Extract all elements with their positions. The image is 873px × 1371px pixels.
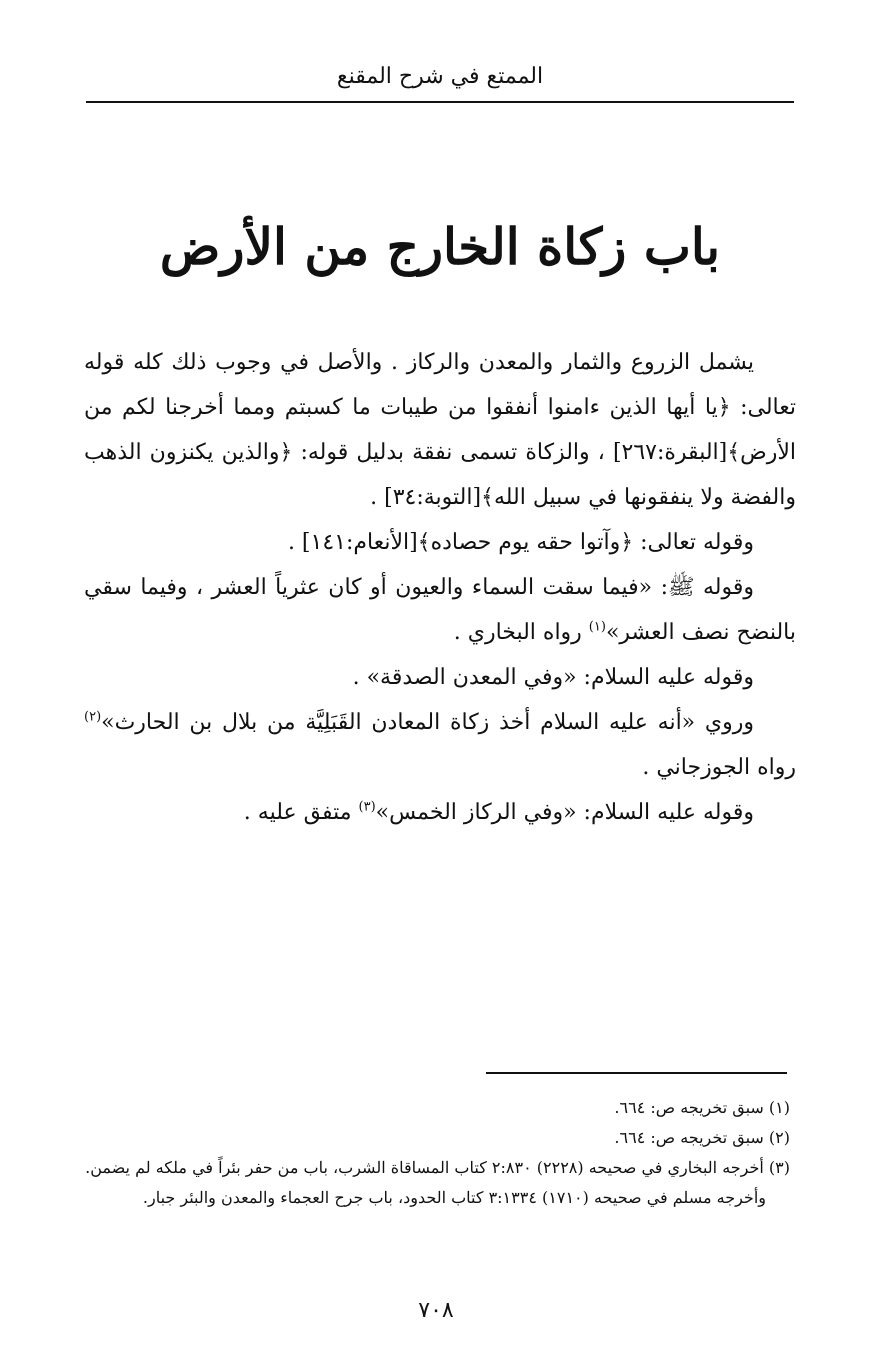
paragraph-hadith-rikaz	[84, 790, 796, 835]
hadith-source: رواه البخاري .	[453, 620, 589, 645]
hadith-text: وقوله ﷺ: «فيما سقت السماء والعيون أو كان عثرياً العشر ، وفيما سقي بالنضح نصف العشر»	[84, 575, 796, 645]
footnote-3-continued: وأخرجه مسلم في صحيحه (١٧١٠) ٣:١٣٣٤ كتاب الحدود، باب جرح العجماء والمعدن والبئر جبار.	[142, 1188, 766, 1207]
paragraph-quran-verse: وقوله تعالى: ﴿وآتوا حقه يوم حصاده﴾[الأنعام:١٤١] .	[287, 530, 754, 555]
header-rule	[86, 101, 794, 103]
footnote-1: (١) سبق تخريجه ص: ٦٦٤.	[614, 1098, 790, 1117]
footnote-ref-3: (٣)	[358, 799, 376, 815]
hadith-text: وقوله عليه السلام: «وفي الركاز الخمس»	[375, 800, 754, 825]
page-number: ٧٠٨	[418, 1298, 454, 1323]
hadith-source: رواه الجوزجاني .	[642, 755, 796, 780]
paragraph-hadith-bukhari	[84, 565, 796, 655]
footnote-ref-2: (٢)	[84, 709, 102, 725]
body-text	[84, 340, 796, 835]
footnotes	[78, 1093, 790, 1213]
hadith-source: متفق عليه .	[243, 800, 359, 825]
paragraph-hadith-maadin: وقوله عليه السلام: «وفي المعدن الصدقة» .	[352, 665, 754, 690]
paragraph-intro: يشمل الزروع والثمار والمعدن والركاز . والأصل في وجوب ذلك كله قوله تعالى: ﴿يا أيها الذين ءامنوا أنفقوا من طيبات ما كسبتم ومما أخرجنا لكم من الأرض﴾[البقرة:٢٦٧] ، والزكاة تسمى نفقة بدليل قوله: ﴿والذين يكنزون الذهب والفضة ولا ينفقونها في سبيل الله﴾[التوبة:٣٤] .	[84, 350, 796, 510]
footnote-3: (٣) أخرجه البخاري في صحيحه (٢٢٢٨) ٢:٨٣٠ كتاب المساقاة الشرب، باب من حفر بئراً في ملكه لم يضمن.	[85, 1158, 790, 1177]
hadith-text: وروي «أنه عليه السلام أخذ زكاة المعادن القَبَلِيَّة من بلال بن الحارث»	[101, 710, 754, 735]
chapter-title: باب زكاة الخارج من الأرض	[159, 217, 721, 276]
running-head: الممتع في شرح المقنع	[336, 64, 544, 89]
footnote-ref-1: (١)	[588, 619, 606, 635]
footnote-2: (٢) سبق تخريجه ص: ٦٦٤.	[614, 1128, 790, 1147]
footnote-rule	[486, 1072, 787, 1074]
paragraph-hadith-bilal	[84, 700, 796, 790]
